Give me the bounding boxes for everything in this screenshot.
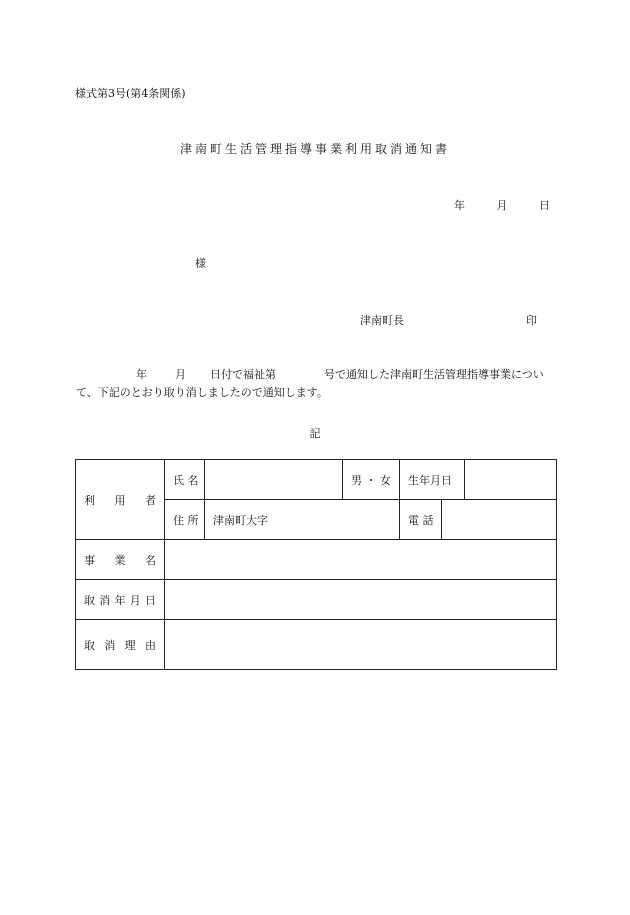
row-business	[76, 540, 557, 580]
phone-value-field[interactable]	[442, 500, 557, 540]
row-name	[76, 460, 557, 500]
reason-label: 取 消 理 由	[84, 638, 156, 652]
addressee-suffix: 様	[195, 257, 206, 270]
notice-table	[75, 459, 557, 670]
cancel-date-label: 取 消 年 月 日	[84, 593, 156, 607]
name-value-field[interactable]	[205, 460, 343, 500]
row-reason	[76, 620, 557, 670]
body-main-text: 号で通知した津南町生活管理指導事業について、下記のとおり取り消しましたので通知します。	[76, 368, 544, 399]
user-label: 利 用 者	[84, 493, 156, 507]
reason-label-cell	[76, 620, 165, 670]
body-date-ref: 日付で福祉第	[210, 368, 276, 381]
notice-body	[76, 366, 554, 402]
ki-heading: 記	[309, 427, 321, 440]
business-value-field[interactable]	[165, 540, 557, 580]
cancel-date-label-cell	[76, 580, 165, 620]
date-year: 年	[454, 199, 465, 212]
name-label: 氏 名	[165, 460, 205, 500]
date-day: 日	[539, 199, 550, 212]
birthdate-value-field[interactable]	[465, 460, 557, 500]
birthdate-label: 生年月日	[400, 460, 465, 500]
seal-mark: 印	[526, 314, 537, 327]
issuer-name: 津南町長	[360, 314, 404, 327]
row-cancel-date	[76, 580, 557, 620]
address-value-field[interactable]: 津南町大字	[205, 500, 400, 540]
phone-label: 電 話	[400, 500, 442, 540]
date-month: 月	[496, 199, 508, 212]
body-year: 年	[136, 368, 147, 381]
business-label-cell	[76, 540, 165, 580]
gender-cell: 男 ・ 女	[343, 460, 400, 500]
user-label-cell	[76, 460, 165, 540]
reason-value-field[interactable]	[165, 620, 557, 670]
business-label: 事 業 名	[84, 553, 156, 567]
date-line	[434, 197, 550, 213]
body-month: 月	[175, 368, 186, 381]
form-number: 様式第3号(第4条関係)	[75, 87, 186, 100]
address-label: 住 所	[165, 500, 205, 540]
document-title: 津南町生活管理指導事業利用取消通知書	[179, 142, 450, 156]
cancel-date-value-field[interactable]	[165, 580, 557, 620]
